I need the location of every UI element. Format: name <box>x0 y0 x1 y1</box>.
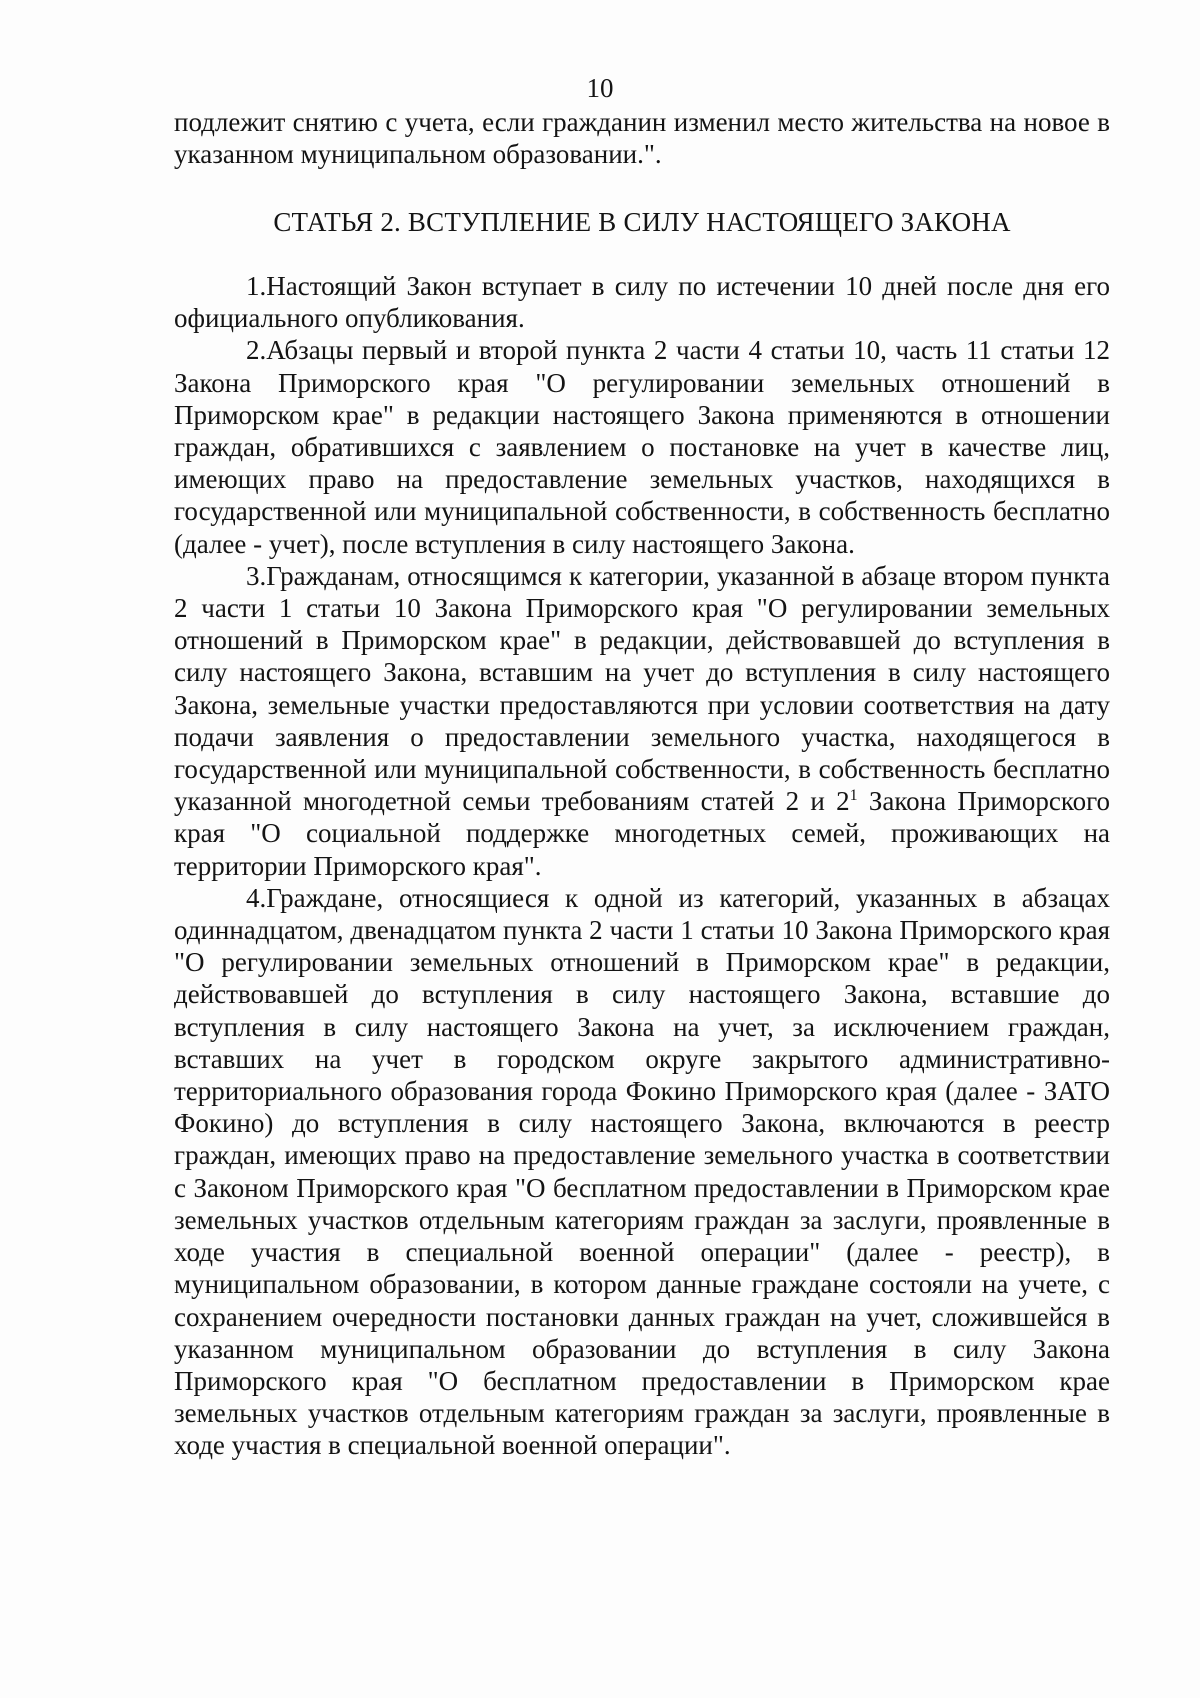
paragraph-1: 1.Настоящий Закон вступает в силу по истечении 10 дней после дня его официального опубликования. <box>174 271 1110 334</box>
article-body <box>174 270 1110 1462</box>
superscript-marker: 1 <box>849 787 858 805</box>
paragraph-2: 2.Абзацы первый и второй пункта 2 части 4 статьи 10, часть 11 статьи 12 Закона Приморского края "О регулировании земельных отношений в Приморском крае" в редакции настоящего Закона применяются в отношении граждан, обратившихся с заявлением о постановке на учет в качестве лиц, имеющих право на предоставление земельных участков, находящихся в государственной или муниципальной собственности, в собственность бесплатно (далее - учет), после вступления в силу настоящего Закона. <box>174 335 1110 559</box>
paragraph-3 <box>174 560 1110 882</box>
intro-paragraph <box>174 106 1110 170</box>
paragraph-3-text-after: Закона Приморского края "О социальной поддержке многодетных семей, проживающих на территории Приморского края". <box>174 786 1111 881</box>
page-number: 10 <box>586 73 614 103</box>
paragraph-3-text-before: 3.Гражданам, относящимся к категории, указанной в абзаце втором пункта 2 части 1 статьи 10 Закона Приморского края "О регулировании земельных отношений в Приморском крае" в редакции, действовавшей до вступления в силу настоящего Закона, вставшим на учет до вступления в силу настоящего Закона, земельные участки предоставляются при условии соответствия на дату подачи заявления о предоставлении земельного участка, находящегося в государственной или муниципальной собственности, в собственность бесплатно указанной многодетной семьи требованиям статей 2 и 2 <box>174 560 1110 817</box>
intro-text: подлежит снятию с учета, если гражданин изменил место жительства на новое в указанном муниципальном образовании.". <box>174 107 1110 170</box>
paragraph-4: 4.Граждане, относящиеся к одной из категорий, указанных в абзацах одиннадцатом, двенадцатом пункта 2 части 1 статьи 10 Закона Приморского края "О регулировании земельных отношений в Приморском крае" в редакции, действовавшей до вступления в силу настоящего Закона, вставшие до вступления в силу настоящего Закона на учет, за исключением граждан, вставших на учет в городском округе закрытого административно-территориального образования города Фокино Приморского края (далее - ЗАТО Фокино) до вступления в силу настоящего Закона, включаются в реестр граждан, имеющих право на предоставление земельного участка в соответствии с Законом Приморского края "О бесплатном предоставлении в Приморском крае земельных участков отдельным категориям граждан за заслуги, проявленные в ходе участия в специальной военной операции" (далее - реестр), в муниципальном образовании, в котором данные граждане состояли на учете, с сохранением очередности постановки данных граждан на учет, сложившейся в указанном муниципальном образовании до вступления в силу Закона Приморского края "О бесплатном предоставлении в Приморском крае земельных участков отдельным категориям граждан за заслуги, проявленные в ходе участия в специальной военной операции". <box>174 882 1110 1461</box>
article-heading: СТАТЬЯ 2. ВСТУПЛЕНИЕ В СИЛУ НАСТОЯЩЕГО ЗАКОНА <box>273 207 1011 237</box>
